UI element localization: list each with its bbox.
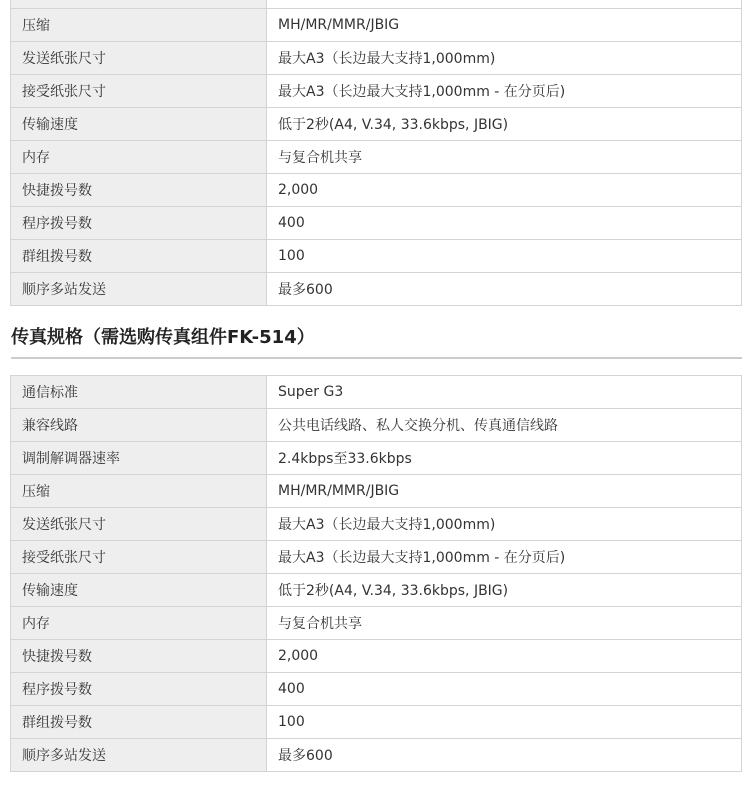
spec-label: 压缩 [11, 9, 267, 42]
spec-label: 内存 [11, 141, 267, 174]
section-divider [11, 357, 742, 359]
spec-label: 传输速度 [11, 574, 267, 607]
table-row [11, 75, 742, 108]
spec-label: 顺序多站发送 [11, 273, 267, 306]
spec-value: MH/MR/MMR/JBIG [267, 475, 742, 508]
table-row [11, 640, 742, 673]
spec-value: 最大A3（长边最大支持1,000mm - 在分页后) [267, 75, 742, 108]
table-row [11, 42, 742, 75]
table-row [11, 108, 742, 141]
spec-value: 100 [267, 706, 742, 739]
spec-value: 2,000 [267, 174, 742, 207]
spec-label: 快捷拨号数 [11, 174, 267, 207]
table-row [11, 574, 742, 607]
spec-label: 传输速度 [11, 108, 267, 141]
spec-value: 最多600 [267, 273, 742, 306]
spec-label: 接受纸张尺寸 [11, 75, 267, 108]
table-row [11, 508, 742, 541]
spec-value: 与复合机共享 [267, 607, 742, 640]
spec-value: 低于2秒(A4, V.34, 33.6kbps, JBIG) [267, 574, 742, 607]
section-title: 传真规格（需选购传真组件FK-514） [11, 327, 315, 348]
spec-label: 通信标准 [11, 376, 267, 409]
spec-value: 400 [267, 673, 742, 706]
table-row [11, 273, 742, 306]
spec-label: 兼容线路 [11, 409, 267, 442]
spec-value: 最大A3（长边最大支持1,000mm) [267, 42, 742, 75]
spec-label [11, 0, 267, 9]
spec-label: 压缩 [11, 475, 267, 508]
table-row [11, 706, 742, 739]
table-row [11, 475, 742, 508]
spec-label: 程序拨号数 [11, 673, 267, 706]
spec-label: 顺序多站发送 [11, 739, 267, 772]
spec-label: 群组拨号数 [11, 240, 267, 273]
table-row [11, 442, 742, 475]
spec-value: 最大A3（长边最大支持1,000mm - 在分页后) [267, 541, 742, 574]
spec-value: 100 [267, 240, 742, 273]
spec-value: 400 [267, 207, 742, 240]
spec-value: 低于2秒(A4, V.34, 33.6kbps, JBIG) [267, 108, 742, 141]
table-row [11, 541, 742, 574]
spec-label: 群组拨号数 [11, 706, 267, 739]
spec-value [267, 0, 742, 9]
spec-value: Super G3 [267, 376, 742, 409]
spec-value: MH/MR/MMR/JBIG [267, 9, 742, 42]
table-row [11, 739, 742, 772]
spec-value: 2,000 [267, 640, 742, 673]
spec-value: 2.4kbps至33.6kbps [267, 442, 742, 475]
table-row [11, 9, 742, 42]
table-row [11, 607, 742, 640]
table-row [11, 141, 742, 174]
spec-value: 最多600 [267, 739, 742, 772]
spec-value: 公共电话线路、私人交换分机、传真通信线路 [267, 409, 742, 442]
spec-label: 接受纸张尺寸 [11, 541, 267, 574]
table-row [11, 207, 742, 240]
table-row [11, 0, 742, 9]
table-row [11, 376, 742, 409]
spec-value: 与复合机共享 [267, 141, 742, 174]
table-row [11, 174, 742, 207]
spec-label: 内存 [11, 607, 267, 640]
table-row [11, 409, 742, 442]
table-row [11, 240, 742, 273]
spec-label: 发送纸张尺寸 [11, 42, 267, 75]
spec-label: 快捷拨号数 [11, 640, 267, 673]
spec-label: 程序拨号数 [11, 207, 267, 240]
spec-label: 调制解调器速率 [11, 442, 267, 475]
fax-spec-table [10, 375, 742, 772]
fax-spec-table-top [10, 0, 742, 306]
table-row [11, 673, 742, 706]
spec-value: 最大A3（长边最大支持1,000mm) [267, 508, 742, 541]
spec-label: 发送纸张尺寸 [11, 508, 267, 541]
